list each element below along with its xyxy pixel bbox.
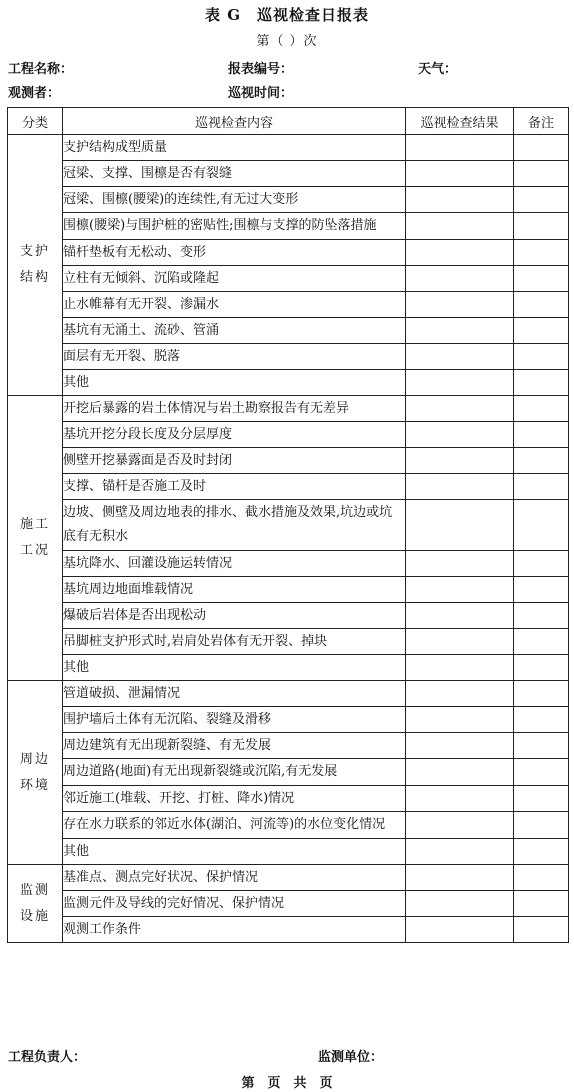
responsible-person-label: 工程负责人： xyxy=(8,1050,87,1065)
result-cell[interactable] xyxy=(406,812,514,839)
table-row xyxy=(8,500,569,551)
remark-cell[interactable] xyxy=(514,707,569,733)
category-line: 工况 xyxy=(19,543,50,558)
check-item: 冠梁、围檩(腰梁)的连续性,有无过大变形 xyxy=(63,187,406,213)
check-item: 基准点、测点完好状况、保护情况 xyxy=(63,865,406,891)
result-cell[interactable] xyxy=(406,759,514,786)
result-cell[interactable] xyxy=(406,161,514,187)
table-row xyxy=(8,577,569,603)
project-name-label: 工程名称： xyxy=(8,62,74,77)
remark-cell[interactable] xyxy=(514,577,569,603)
result-cell[interactable] xyxy=(406,292,514,318)
result-cell[interactable] xyxy=(406,733,514,759)
result-cell[interactable] xyxy=(406,474,514,500)
table-row xyxy=(8,318,569,344)
check-item: 围护墙后土体有无沉陷、裂缝及滑移 xyxy=(63,707,406,733)
remark-cell[interactable] xyxy=(514,786,569,812)
table-row xyxy=(8,707,569,733)
table-row xyxy=(8,865,569,891)
remark-cell[interactable] xyxy=(514,161,569,187)
form-title: 表 G 巡视检查日报表 xyxy=(204,6,370,24)
check-item: 管道破损、泄漏情况 xyxy=(63,681,406,707)
category-line: 结构 xyxy=(19,270,50,285)
report-no-label: 报表编号： xyxy=(228,62,294,77)
result-cell[interactable] xyxy=(406,396,514,422)
observer-label: 观测者： xyxy=(8,86,61,101)
check-item: 围檩(腰梁)与围护桩的密贴性;围檩与支撑的防坠落措施 xyxy=(63,213,406,240)
category-construction-condition xyxy=(8,396,63,681)
table-row xyxy=(8,681,569,707)
check-item: 吊脚桩支护形式时,岩肩处岩体有无开裂、掉块 xyxy=(63,629,406,655)
check-item: 基坑周边地面堆载情况 xyxy=(63,577,406,603)
result-cell[interactable] xyxy=(406,577,514,603)
header-category: 分类 xyxy=(8,108,63,135)
check-item: 边坡、侧壁及周边地表的排水、截水措施及效果,坑边或坑底有无积水 xyxy=(63,500,406,551)
check-item: 锚杆垫板有无松动、变形 xyxy=(63,240,406,266)
result-cell[interactable] xyxy=(406,213,514,240)
table-row xyxy=(8,135,569,161)
remark-cell[interactable] xyxy=(514,422,569,448)
result-cell[interactable] xyxy=(406,865,514,891)
remark-cell[interactable] xyxy=(514,681,569,707)
table-row xyxy=(8,891,569,917)
result-cell[interactable] xyxy=(406,422,514,448)
remark-cell[interactable] xyxy=(514,240,569,266)
table-row xyxy=(8,812,569,839)
remark-cell[interactable] xyxy=(514,344,569,370)
inspection-table xyxy=(7,107,569,943)
remark-cell[interactable] xyxy=(514,759,569,786)
remark-cell[interactable] xyxy=(514,213,569,240)
category-line: 施工 xyxy=(19,517,50,532)
check-item: 爆破后岩体是否出现松动 xyxy=(63,603,406,629)
check-item: 面层有无开裂、脱落 xyxy=(63,344,406,370)
result-cell[interactable] xyxy=(406,707,514,733)
table-row xyxy=(8,917,569,943)
remark-cell[interactable] xyxy=(514,629,569,655)
result-cell[interactable] xyxy=(406,266,514,292)
header-result: 巡视检查结果 xyxy=(406,108,514,135)
check-item: 冠梁、支撑、围檩是否有裂缝 xyxy=(63,161,406,187)
table-row xyxy=(8,759,569,786)
table-row xyxy=(8,733,569,759)
check-item: 其他 xyxy=(63,839,406,865)
table-row xyxy=(8,448,569,474)
table-row xyxy=(8,655,569,681)
check-item: 周边道路(地面)有无出现新裂缝或沉陷,有无发展 xyxy=(63,759,406,786)
check-item: 邻近施工(堆载、开挖、打桩、降水)情况 xyxy=(63,786,406,812)
check-item: 其他 xyxy=(63,655,406,681)
check-item: 支撑、锚杆是否施工及时 xyxy=(63,474,406,500)
remark-cell[interactable] xyxy=(514,839,569,865)
category-surrounding-environment xyxy=(8,681,63,865)
table-header-row xyxy=(8,108,569,135)
result-cell[interactable] xyxy=(406,839,514,865)
result-cell[interactable] xyxy=(406,603,514,629)
result-cell[interactable] xyxy=(406,344,514,370)
check-item: 侧壁开挖暴露面是否及时封闭 xyxy=(63,448,406,474)
result-cell[interactable] xyxy=(406,240,514,266)
check-item: 止水帷幕有无开裂、渗漏水 xyxy=(63,292,406,318)
check-item: 基坑降水、回灌设施运转情况 xyxy=(63,551,406,577)
remark-cell[interactable] xyxy=(514,865,569,891)
table-row xyxy=(8,786,569,812)
remark-cell[interactable] xyxy=(514,733,569,759)
remark-cell[interactable] xyxy=(514,917,569,943)
check-item: 其他 xyxy=(63,370,406,396)
table-row xyxy=(8,370,569,396)
remark-cell[interactable] xyxy=(514,448,569,474)
category-line: 支护 xyxy=(19,244,50,259)
remark-cell[interactable] xyxy=(514,551,569,577)
table-row xyxy=(8,629,569,655)
result-cell[interactable] xyxy=(406,135,514,161)
check-item: 立柱有无倾斜、沉陷或隆起 xyxy=(63,266,406,292)
check-item: 开挖后暴露的岩土体情况与岩土勘察报告有无差异 xyxy=(63,396,406,422)
check-item: 存在水力联系的邻近水体(湖泊、河流等)的水位变化情况 xyxy=(63,812,406,839)
remark-cell[interactable] xyxy=(514,500,569,551)
table-row xyxy=(8,344,569,370)
table-row xyxy=(8,161,569,187)
result-cell[interactable] xyxy=(406,891,514,917)
result-cell[interactable] xyxy=(406,448,514,474)
result-cell[interactable] xyxy=(406,917,514,943)
remark-cell[interactable] xyxy=(514,135,569,161)
table-row xyxy=(8,187,569,213)
check-item: 周边建筑有无出现新裂缝、有无发展 xyxy=(63,733,406,759)
header-remark: 备注 xyxy=(514,108,569,135)
check-item: 监测元件及导线的完好情况、保护情况 xyxy=(63,891,406,917)
result-cell[interactable] xyxy=(406,629,514,655)
table-row xyxy=(8,551,569,577)
weather-label: 天气： xyxy=(418,62,458,77)
table-row xyxy=(8,396,569,422)
result-cell[interactable] xyxy=(406,500,514,551)
table-row xyxy=(8,839,569,865)
result-cell[interactable] xyxy=(406,655,514,681)
remark-cell[interactable] xyxy=(514,812,569,839)
remark-cell[interactable] xyxy=(514,891,569,917)
table-row xyxy=(8,603,569,629)
category-support-structure xyxy=(8,135,63,396)
remark-cell[interactable] xyxy=(514,370,569,396)
table-row xyxy=(8,474,569,500)
table-row xyxy=(8,213,569,240)
remark-cell[interactable] xyxy=(514,655,569,681)
check-item: 基坑有无涌土、流砂、管涌 xyxy=(63,318,406,344)
result-cell[interactable] xyxy=(406,786,514,812)
category-monitoring-facilities xyxy=(8,865,63,943)
category-line: 环境 xyxy=(19,777,50,793)
check-item: 观测工作条件 xyxy=(63,917,406,943)
result-cell[interactable] xyxy=(406,318,514,344)
table-row xyxy=(8,266,569,292)
remark-cell[interactable] xyxy=(514,266,569,292)
remark-cell[interactable] xyxy=(514,187,569,213)
category-line: 周边 xyxy=(19,751,50,767)
table-row xyxy=(8,422,569,448)
inspection-time-label: 巡视时间： xyxy=(228,86,294,101)
remark-cell[interactable] xyxy=(514,474,569,500)
header-content: 巡视检查内容 xyxy=(63,108,406,135)
remark-cell[interactable] xyxy=(514,318,569,344)
check-item: 支护结构成型质量 xyxy=(63,135,406,161)
result-cell[interactable] xyxy=(406,187,514,213)
result-cell[interactable] xyxy=(406,370,514,396)
report-sequence: 第（ ）次 xyxy=(256,34,318,49)
remark-cell[interactable] xyxy=(514,292,569,318)
remark-cell[interactable] xyxy=(514,603,569,629)
table-row xyxy=(8,292,569,318)
table-row xyxy=(8,240,569,266)
result-cell[interactable] xyxy=(406,681,514,707)
category-line: 设施 xyxy=(19,908,50,924)
result-cell[interactable] xyxy=(406,551,514,577)
monitoring-unit-label: 监测单位： xyxy=(318,1050,384,1065)
category-line: 监测 xyxy=(19,882,50,898)
check-item: 基坑开挖分段长度及分层厚度 xyxy=(63,422,406,448)
remark-cell[interactable] xyxy=(514,396,569,422)
page-indicator: 第 页 共 页 xyxy=(241,1076,333,1091)
